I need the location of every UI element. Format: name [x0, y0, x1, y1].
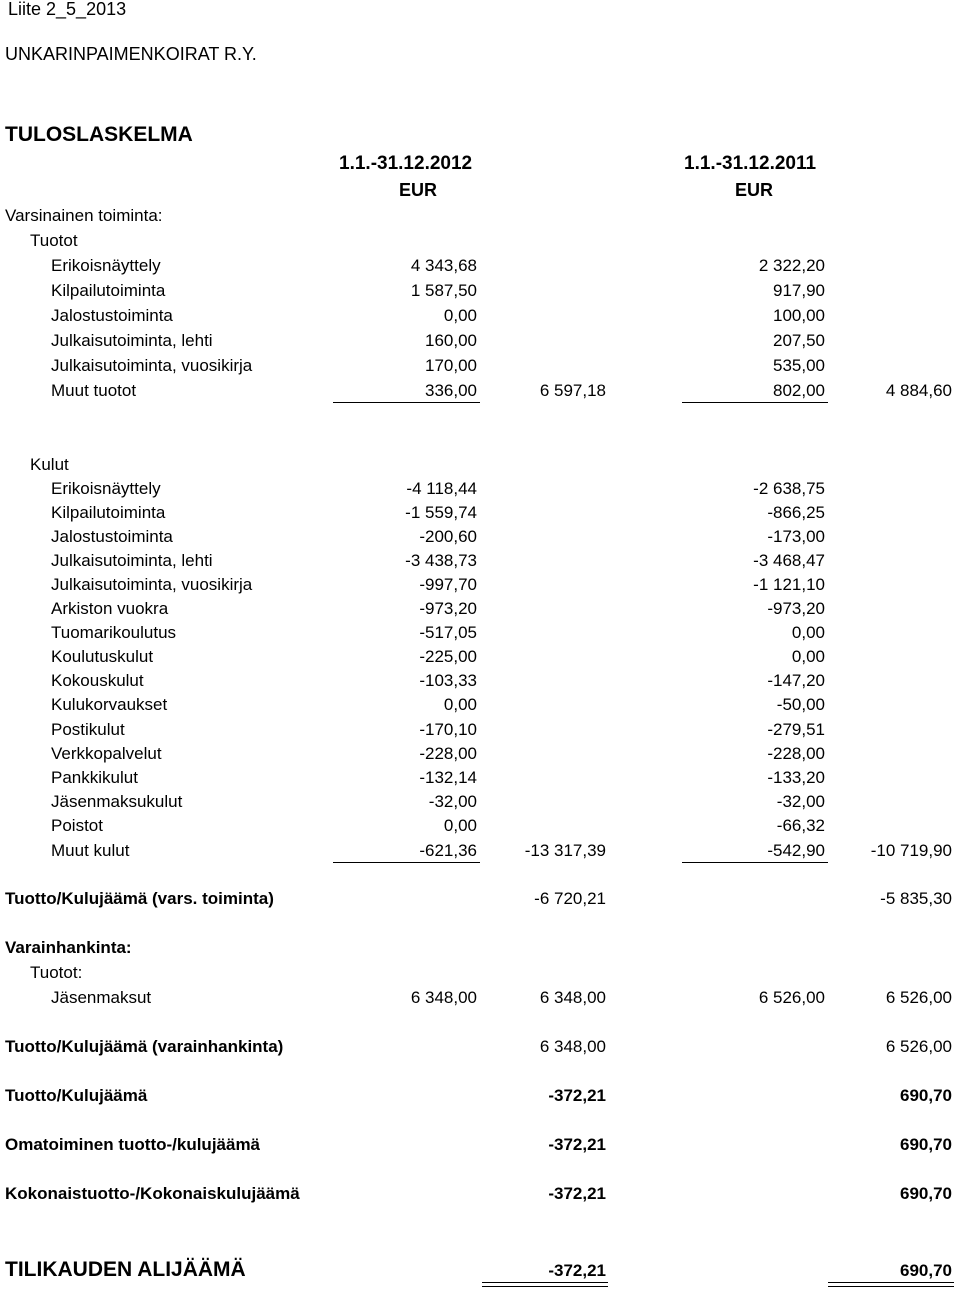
result-current: -372,21	[548, 1086, 606, 1105]
expense-current: -225,00	[419, 647, 477, 666]
expense-current: -103,33	[419, 671, 477, 690]
income-current: 160,00	[425, 331, 477, 350]
organization-name: UNKARINPAIMENKOIRAT R.Y.	[5, 44, 257, 64]
expense-current: -228,00	[419, 744, 477, 763]
expense-previous: 0,00	[791, 623, 825, 642]
currency-previous: EUR	[734, 180, 773, 200]
income-current: 0,00	[443, 306, 477, 325]
expense-previous: -1 121,10	[753, 575, 825, 594]
subtotal-line	[682, 402, 828, 403]
expense-previous: -173,00	[767, 527, 825, 546]
income-previous: 2 322,20	[758, 256, 825, 275]
expense-previous: -279,51	[767, 720, 825, 739]
expense-previous: -66,32	[776, 816, 825, 835]
income-label: Erikoisnäyttely	[51, 256, 161, 275]
own-result-current: -372,21	[548, 1135, 606, 1154]
expense-label: Koulutuskulut	[51, 647, 154, 666]
expense-label: Tuomarikoulutus	[51, 623, 177, 642]
expense-label: Arkiston vuokra	[51, 599, 169, 618]
fundraising-result-label: Tuotto/Kulujäämä (varainhankinta)	[5, 1037, 284, 1056]
expense-label: Verkkopalvelut	[51, 744, 162, 763]
expense-label: Postikulut	[51, 720, 125, 739]
expense-current-total: -13 317,39	[524, 841, 606, 860]
expense-current: -4 118,44	[406, 479, 477, 498]
expense-label: Kokouskulut	[51, 671, 144, 690]
page-title: TULOSLASKELMA	[5, 123, 193, 146]
income-previous-total: 4 884,60	[885, 381, 952, 400]
expense-previous: -542,90	[767, 841, 825, 860]
expense-previous: -2 638,75	[753, 479, 825, 498]
expense-current: -997,70	[419, 575, 477, 594]
expense-label: Muut kulut	[51, 841, 130, 860]
expense-label: Jalostustoiminta	[51, 527, 173, 546]
total-result-previous: 690,70	[900, 1184, 952, 1203]
income-current: 336,00	[425, 381, 477, 400]
fundraising-result-current: 6 348,00	[539, 1037, 606, 1056]
total-result-current: -372,21	[548, 1184, 606, 1203]
section-fundraising: Varainhankinta:	[5, 938, 132, 957]
expense-previous: -228,00	[767, 744, 825, 763]
fundraising-result-previous: 6 526,00	[885, 1037, 952, 1056]
expense-current: 0,00	[443, 816, 477, 835]
expense-label: Erikoisnäyttely	[51, 479, 161, 498]
final-result-label: TILIKAUDEN ALIJÄÄMÄ	[5, 1258, 246, 1281]
subtotal-line	[333, 402, 480, 403]
income-current: 170,00	[425, 356, 477, 375]
income-previous: 917,90	[773, 281, 825, 300]
income-previous: 207,50	[773, 331, 825, 350]
income-label: Kilpailutoiminta	[51, 281, 166, 300]
expense-label: Jäsenmaksukulut	[51, 792, 183, 811]
ordinary-result-current: -6 720,21	[534, 889, 606, 908]
expense-current: -200,60	[419, 527, 477, 546]
income-label: Julkaisutoiminta, lehti	[51, 331, 213, 350]
expense-current: -517,05	[419, 623, 477, 642]
expense-previous: -866,25	[767, 503, 825, 522]
income-current: 4 343,68	[410, 256, 477, 275]
expense-current: -621,36	[419, 841, 477, 860]
expense-previous-total: -10 719,90	[870, 841, 952, 860]
expense-previous: -50,00	[776, 695, 825, 714]
membership-current-total: 6 348,00	[539, 988, 606, 1007]
double-underline	[482, 1286, 608, 1287]
subtotal-line	[682, 862, 828, 863]
expense-current: -32,00	[428, 792, 477, 811]
income-current-total: 6 597,18	[539, 381, 606, 400]
final-result-previous: 690,70	[900, 1261, 952, 1280]
section-ordinary: Varsinainen toiminta:	[5, 206, 163, 225]
result-label: Tuotto/Kulujäämä	[5, 1086, 148, 1105]
expense-label: Kilpailutoiminta	[51, 503, 166, 522]
expense-label: Poistot	[51, 816, 103, 835]
membership-previous: 6 526,00	[758, 988, 825, 1007]
period-current: 1.1.-31.12.2012	[339, 153, 473, 174]
subtotal-line	[333, 862, 480, 863]
section-income: Tuotot	[30, 231, 78, 250]
result-previous: 690,70	[900, 1086, 952, 1105]
expense-previous: -147,20	[767, 671, 825, 690]
final-result-current: -372,21	[548, 1261, 606, 1280]
expense-current: -170,10	[419, 720, 477, 739]
currency-current: EUR	[398, 180, 437, 200]
expense-current: -1 559,74	[405, 503, 477, 522]
total-result-label: Kokonaistuotto-/Kokonaiskulujäämä	[5, 1184, 300, 1203]
membership-current: 6 348,00	[410, 988, 477, 1007]
expense-previous: -973,20	[767, 599, 825, 618]
period-previous: 1.1.-31.12.2011	[684, 153, 817, 174]
income-label: Muut tuotot	[51, 381, 137, 400]
income-label: Julkaisutoiminta, vuosikirja	[51, 356, 253, 375]
double-underline	[482, 1282, 608, 1283]
section-expenses: Kulut	[30, 455, 69, 474]
attachment-label: Liite 2_5_2013	[8, 0, 127, 19]
expense-previous: -32,00	[776, 792, 825, 811]
expense-label: Julkaisutoiminta, vuosikirja	[51, 575, 253, 594]
ordinary-result-previous: -5 835,30	[880, 889, 952, 908]
income-previous: 535,00	[773, 356, 825, 375]
expense-previous: -133,20	[767, 768, 825, 787]
membership-label: Jäsenmaksut	[51, 988, 152, 1007]
own-result-label: Omatoiminen tuotto-/kulujäämä	[5, 1135, 261, 1154]
ordinary-result-label: Tuotto/Kulujäämä (vars. toiminta)	[5, 889, 274, 908]
income-previous: 100,00	[773, 306, 825, 325]
expense-current: -3 438,73	[405, 551, 477, 570]
income-previous: 802,00	[773, 381, 825, 400]
income-current: 1 587,50	[410, 281, 477, 300]
expense-current: -973,20	[419, 599, 477, 618]
expense-current: -132,14	[419, 768, 477, 787]
own-result-previous: 690,70	[900, 1135, 952, 1154]
expense-previous: 0,00	[791, 647, 825, 666]
membership-previous-total: 6 526,00	[885, 988, 952, 1007]
expense-label: Julkaisutoiminta, lehti	[51, 551, 213, 570]
expense-label: Pankkikulut	[51, 768, 138, 787]
expense-label: Kulukorvaukset	[51, 695, 168, 714]
expense-previous: -3 468,47	[753, 551, 825, 570]
expense-current: 0,00	[443, 695, 477, 714]
double-underline	[828, 1286, 954, 1287]
section-fundraising-income: Tuotot:	[30, 963, 83, 982]
double-underline	[828, 1282, 954, 1283]
income-label: Jalostustoiminta	[51, 306, 173, 325]
